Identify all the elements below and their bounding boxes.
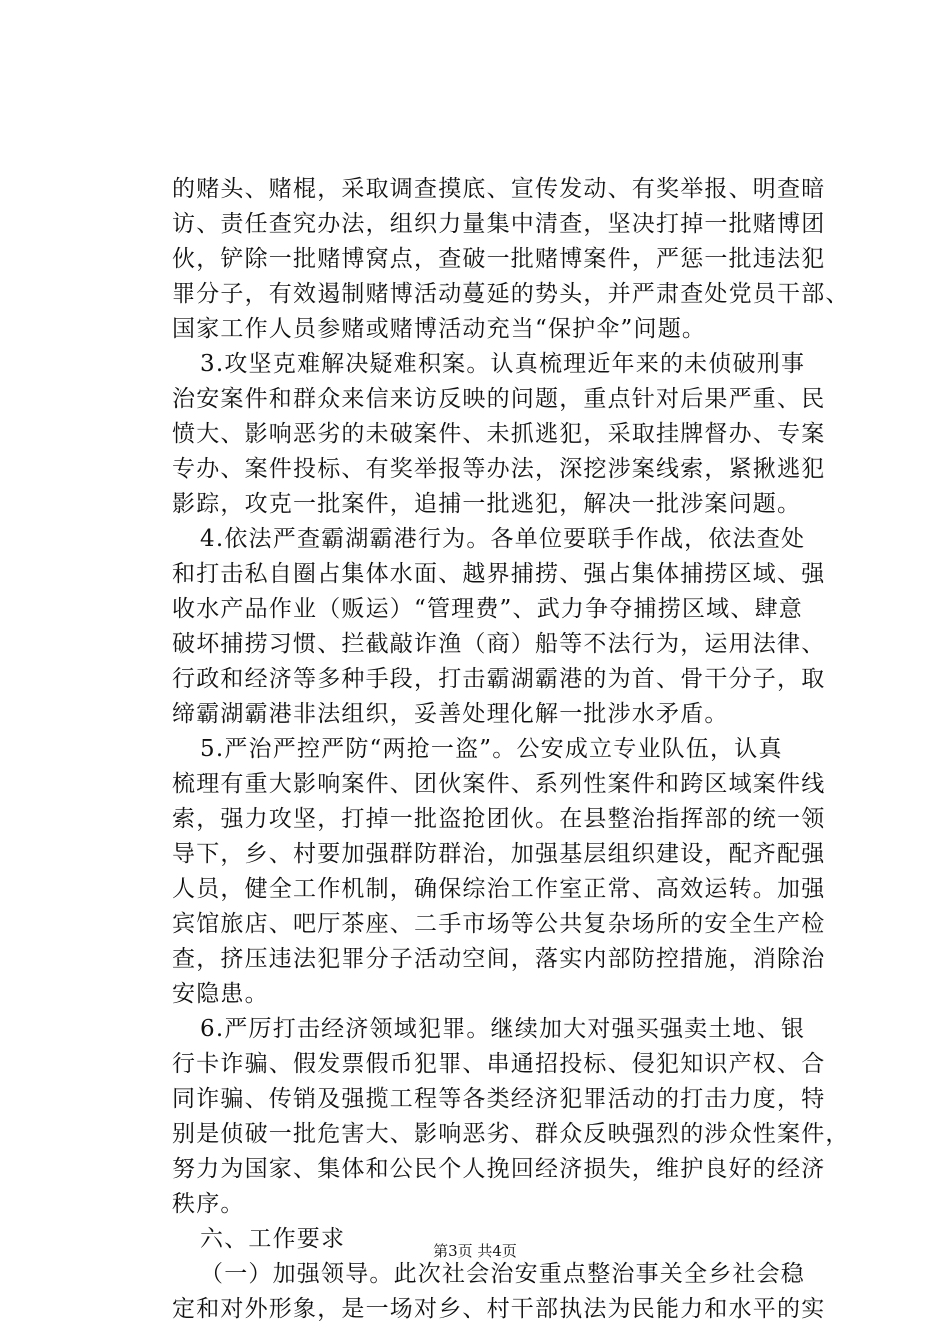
text-line: 3.攻坚克难解决疑难积案。认真梳理近年来的未侦破刑事 xyxy=(200,351,806,377)
text-line: 索，强力攻坚，打掉一批盗抢团伙。在县整治指挥部的统一领 xyxy=(172,806,826,832)
text-line: 秩序。 xyxy=(172,1191,245,1217)
text-line: 导下，乡、村要加强群防群治，加强基层组织建设，配齐配强 xyxy=(172,841,826,867)
text-line: 别是侦破一批危害大、影响恶劣、群众反映强烈的涉众性案件， xyxy=(172,1121,850,1147)
text-line: 影踪，攻克一批案件，追捕一批逃犯，解决一批涉案问题。 xyxy=(172,491,802,517)
text-line: 收水产品作业（贩运）“管理费”、武力争夺捕捞区域、肆意 xyxy=(172,596,803,622)
text-line: 6.严厉打击经济领域犯罪。继续加大对强买强卖土地、银 xyxy=(200,1016,806,1042)
text-line: 行卡诈骗、假发票假币犯罪、串通招投标、侵犯知识产权、合 xyxy=(172,1051,826,1077)
document-body xyxy=(172,172,850,1327)
text-line: 缔霸湖霸港非法组织，妥善处理化解一批涉水矛盾。 xyxy=(172,701,729,727)
text-line: 宾馆旅店、吧厅茶座、二手市场等公共复杂场所的安全生产检 xyxy=(172,911,826,937)
text-line: 安隐患。 xyxy=(172,981,269,1007)
text-line: 查，挤压违法犯罪分子活动空间，落实内部防控措施，消除治 xyxy=(172,946,826,972)
text-line: 梳理有重大影响案件、团伙案件、系列性案件和跨区域案件线 xyxy=(172,771,826,797)
text-line: 国家工作人员参赌或赌博活动充当“保护伞”问题。 xyxy=(172,316,707,342)
text-line: 努力为国家、集体和公民个人挽回经济损失，维护良好的经济 xyxy=(172,1156,826,1182)
page-number-label: 第3页 共4页 xyxy=(433,1242,517,1260)
text-line: 定和对外形象，是一场对乡、村干部执法为民能力和水平的实 xyxy=(172,1296,826,1322)
text-line: 六、工作要求 xyxy=(200,1226,346,1252)
text-line: 和打击私自圈占集体水面、越界捕捞、强占集体捕捞区域、强 xyxy=(172,561,826,587)
text-line: 的赌头、赌棍，采取调查摸底、宣传发动、有奖举报、明查暗 xyxy=(172,176,826,202)
text-line: 破坏捕捞习惯、拦截敲诈渔（商）船等不法行为，运用法律、 xyxy=(172,631,826,657)
text-line: 行政和经济等多种手段，打击霸湖霸港的为首、骨干分子，取 xyxy=(172,666,826,692)
text-line: 4.依法严查霸湖霸港行为。各单位要联手作战，依法查处 xyxy=(200,526,806,552)
text-line: 访、责任查究办法，组织力量集中清查，坚决打掉一批赌博团 xyxy=(172,211,826,237)
text-line: 治安案件和群众来信来访反映的问题，重点针对后果严重、民 xyxy=(172,386,826,412)
text-line: 愤大、影响恶劣的未破案件、未抓逃犯，采取挂牌督办、专案 xyxy=(172,421,826,447)
page-footer xyxy=(0,1241,950,1261)
text-line: （一）加强领导。此次社会治安重点整治事关全乡社会稳 xyxy=(200,1261,805,1287)
text-line: 罪分子，有效遏制赌博活动蔓延的势头，并严肃查处党员干部、 xyxy=(172,281,850,307)
text-line: 专办、案件投标、有奖举报等办法，深挖涉案线索，紧揪逃犯 xyxy=(172,456,826,482)
text-line: 同诈骗、传销及强揽工程等各类经济犯罪活动的打击力度，特 xyxy=(172,1086,826,1112)
text-line: 人员，健全工作机制，确保综治工作室正常、高效运转。加强 xyxy=(172,876,826,902)
text-line: 5.严治严控严防“两抢一盗”。公安成立专业队伍，认真 xyxy=(200,736,783,762)
text-line: 伙，铲除一批赌博窝点，查破一批赌博案件，严惩一批违法犯 xyxy=(172,246,826,272)
